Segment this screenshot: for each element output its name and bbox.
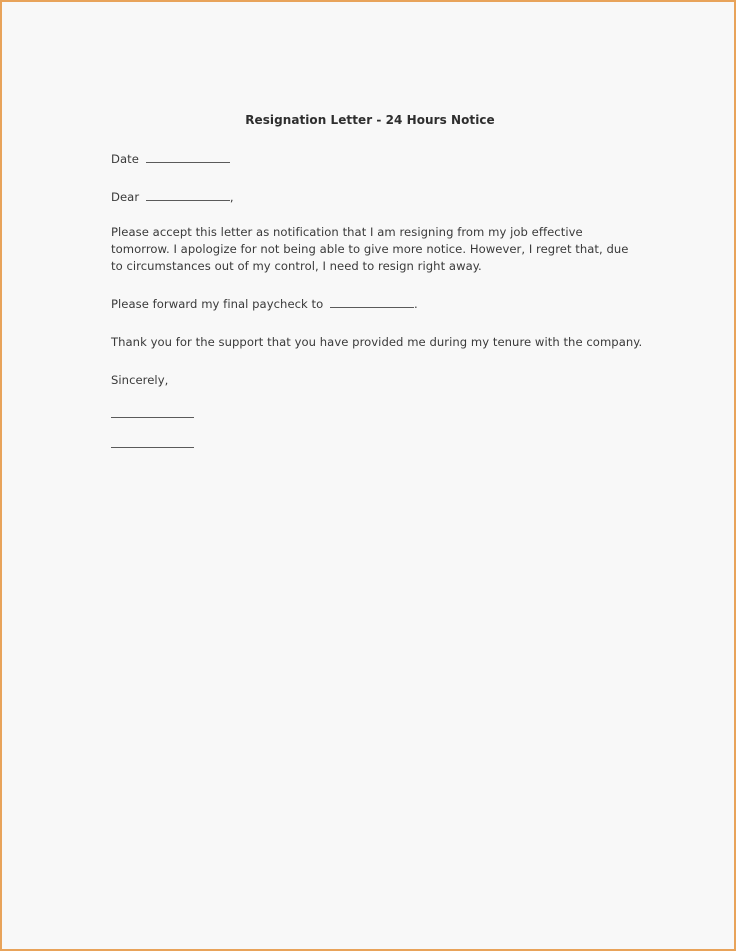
signature-line <box>111 417 194 418</box>
paycheck-suffix: . <box>414 297 418 311</box>
date-blank <box>146 151 230 163</box>
date-label: Date <box>111 152 139 166</box>
dear-label: Dear <box>111 190 140 204</box>
paycheck-text: Please forward my final paycheck to <box>111 297 324 311</box>
letter-title: Resignation Letter - 24 Hours Notice <box>245 113 495 127</box>
name-line <box>111 447 194 448</box>
date-line <box>111 151 230 166</box>
paycheck-blank <box>330 296 414 308</box>
recipient-blank <box>146 189 230 201</box>
paragraph-notification: Please accept this letter as notification that I am resigning from my job effective tomorrow. I apologize for not being able to give more notice. However, I regret that, due to circumstances out of my control, I need to resign right away. <box>111 225 629 274</box>
closing: Sincerely, <box>111 373 169 387</box>
paragraph-thanks: Thank you for the support that you have provided me during my tenure with the company. <box>111 335 643 349</box>
salutation-line <box>111 189 234 204</box>
dear-suffix: , <box>229 190 234 204</box>
paycheck-line <box>111 296 418 311</box>
